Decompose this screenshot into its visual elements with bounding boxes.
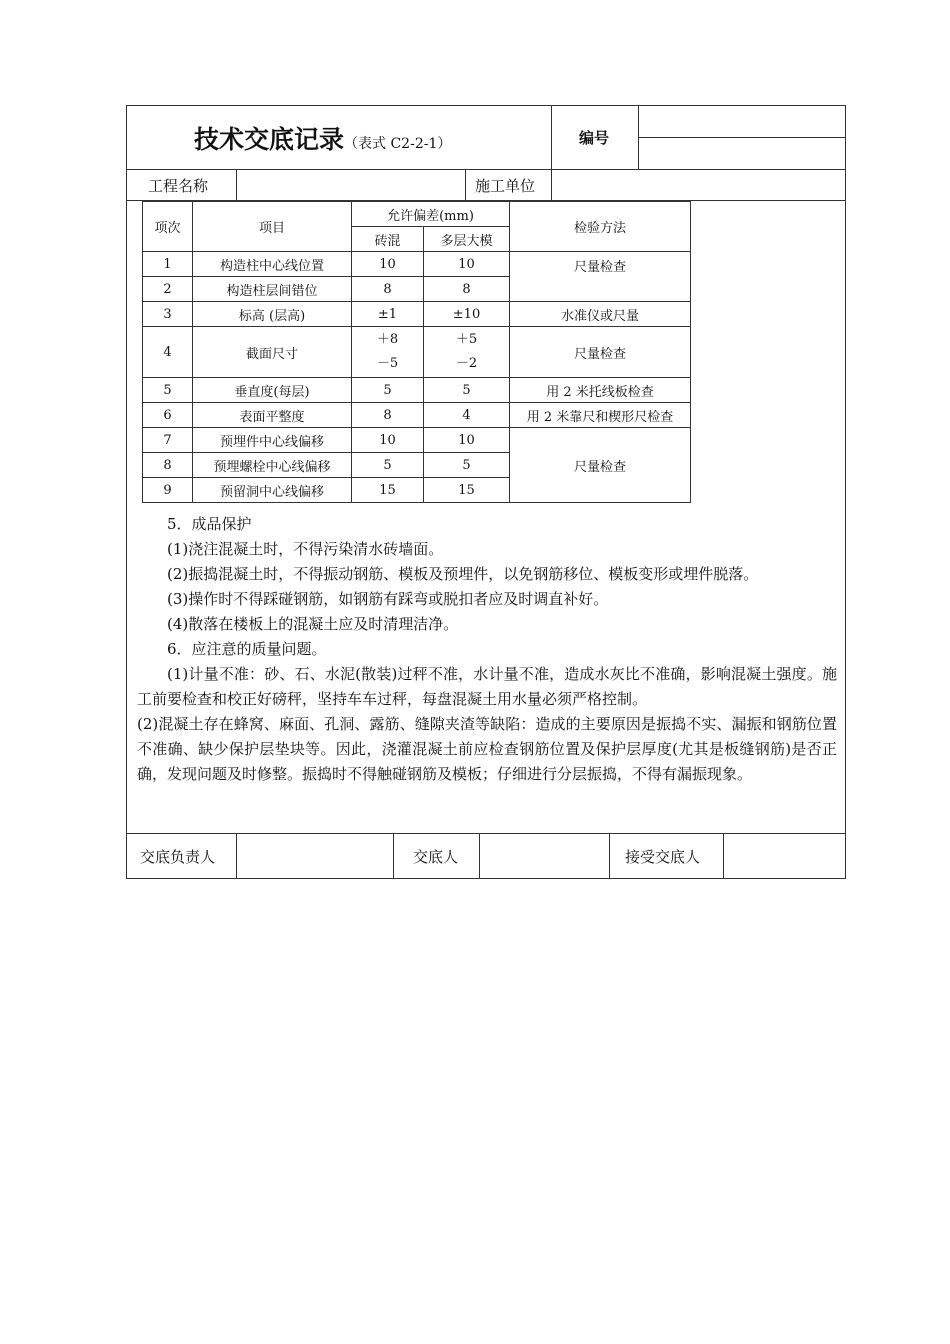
row-brick: 15 xyxy=(352,478,424,503)
page-title xyxy=(194,120,451,156)
section-5-item-2: (2)振捣混凝土时，不得振动钢筋、模板及预埋件，以免钢筋移位、模板变形或埋件脱落。 xyxy=(167,565,759,583)
row-multi: ±10 xyxy=(424,302,510,327)
section-5-title: 5．成品保护 xyxy=(167,515,252,533)
row-brick: 8 xyxy=(352,403,424,428)
row-multi: 4 xyxy=(424,403,510,428)
col-header-multi: 多层大模 xyxy=(424,227,510,252)
section-6-item-1: (1)计量不准：砂、石、水泥(散装)过秤不准，水计量不准，造成水灰比不准确，影响混凝土强度。施工前要检查和校正好磅秤，坚持车车过秤，每盘混凝土用水量必须严格控制。 xyxy=(137,665,837,708)
table-row xyxy=(143,327,691,378)
col-header-brick: 砖混 xyxy=(352,227,424,252)
row-multi: 5 xyxy=(424,378,510,403)
row-index: 4 xyxy=(143,327,193,378)
row-brick: 5 xyxy=(352,453,424,478)
row-item: 垂直度(每层) xyxy=(193,378,352,403)
row-method: 水准仪或尺量 xyxy=(510,302,691,327)
row-method: 尺量检查 xyxy=(510,428,691,503)
briefer-label: 交底人 xyxy=(413,848,459,866)
project-name-label: 工程名称 xyxy=(148,177,209,195)
row-item: 标高 (层高) xyxy=(193,302,352,327)
row-brick-lower: －5 xyxy=(376,356,399,371)
row-method: 用 2 米托线板检查 xyxy=(510,378,691,403)
col-header-item: 项目 xyxy=(193,202,352,252)
title-form-code: （表式 C2-2-1） xyxy=(344,136,452,152)
number-label: 编号 xyxy=(579,129,610,147)
row-item: 构造柱层间错位 xyxy=(193,277,352,302)
footer-divider-1 xyxy=(236,833,237,879)
row-brick: 10 xyxy=(352,428,424,453)
project-label-divider xyxy=(236,169,237,200)
row-brick-upper: ＋8 xyxy=(376,332,399,347)
construction-unit-label: 施工单位 xyxy=(475,177,536,195)
number-label-divider xyxy=(638,105,639,169)
footer-divider xyxy=(126,833,846,834)
table-row xyxy=(143,302,691,327)
row-index: 1 xyxy=(143,252,193,277)
footer-divider-3 xyxy=(479,833,480,879)
row-index: 7 xyxy=(143,428,193,453)
row-multi: 10 xyxy=(424,428,510,453)
title-main: 技术交底记录 xyxy=(194,125,345,154)
row-multi-lower: －2 xyxy=(455,356,478,371)
row-brick: ±1 xyxy=(352,302,424,327)
row-item: 截面尺寸 xyxy=(193,327,352,378)
section-5-item-3: (3)操作时不得踩碰钢筋，如钢筋有踩弯或脱扣者应及时调直补好。 xyxy=(167,590,609,608)
row-item: 构造柱中心线位置 xyxy=(193,252,352,277)
title-divider xyxy=(551,105,552,169)
section-5-item-1: (1)浇注混凝土时，不得污染清水砖墙面。 xyxy=(167,540,444,558)
receiver-label: 接受交底人 xyxy=(625,848,701,866)
row-brick: 10 xyxy=(352,252,424,277)
footer-divider-5 xyxy=(723,833,724,879)
row-multi xyxy=(424,327,510,378)
row-method: 用 2 米靠尺和楔形尺检查 xyxy=(510,403,691,428)
row-item: 预埋螺栓中心线偏移 xyxy=(193,453,352,478)
row-index: 2 xyxy=(143,277,193,302)
col-header-tolerance: 允许偏差(mm) xyxy=(352,202,510,227)
section-6-title: 6．应注意的质量问题。 xyxy=(167,640,327,658)
section-6-item-2: (2)混凝土存在蜂窝、麻面、孔洞、露筋、缝隙夹渣等缺陷：造成的主要原因是振捣不实、漏振和钢筋位置不准确、缺少保护层垫块等。因此，浇灌混凝土前应检查钢筋位置及保护层厚度(尤其是板缝钢筋)是否正确，发现问题及时修整。振捣时不得触碰钢筋及模板；仔细进行分层振捣，不得有漏振现象。 xyxy=(137,715,837,783)
header-divider xyxy=(126,169,846,170)
project-value-divider xyxy=(465,169,466,200)
table-row xyxy=(143,252,691,277)
row-brick: 5 xyxy=(352,378,424,403)
row-index: 9 xyxy=(143,478,193,503)
footer-divider-2 xyxy=(393,833,394,879)
footer-divider-4 xyxy=(609,833,610,879)
row-item: 表面平整度 xyxy=(193,403,352,428)
row-brick: 8 xyxy=(352,277,424,302)
row-multi: 8 xyxy=(424,277,510,302)
row-method: 尺量检查 xyxy=(510,252,691,302)
row-multi: 5 xyxy=(424,453,510,478)
section-5-item-4: (4)散落在楼板上的混凝土应及时清理洁净。 xyxy=(167,615,459,633)
tolerance-table xyxy=(142,201,691,503)
row-item: 预埋件中心线偏移 xyxy=(193,428,352,453)
row-multi: 15 xyxy=(424,478,510,503)
col-header-index: 项次 xyxy=(143,202,193,252)
responsible-person-label: 交底负责人 xyxy=(140,848,216,866)
col-header-method: 检验方法 xyxy=(510,202,691,252)
row-method: 尺量检查 xyxy=(510,327,691,378)
row-multi: 10 xyxy=(424,252,510,277)
table-row xyxy=(143,378,691,403)
row-multi-upper: ＋5 xyxy=(455,332,478,347)
table-row xyxy=(143,428,691,453)
row-index: 6 xyxy=(143,403,193,428)
row-index: 3 xyxy=(143,302,193,327)
table-row xyxy=(143,403,691,428)
row-brick xyxy=(352,327,424,378)
number-cell-divider xyxy=(638,137,846,138)
unit-label-divider xyxy=(551,169,552,200)
row-index: 8 xyxy=(143,453,193,478)
briefing-body xyxy=(137,512,837,787)
row-index: 5 xyxy=(143,378,193,403)
row-item: 预留洞中心线偏移 xyxy=(193,478,352,503)
